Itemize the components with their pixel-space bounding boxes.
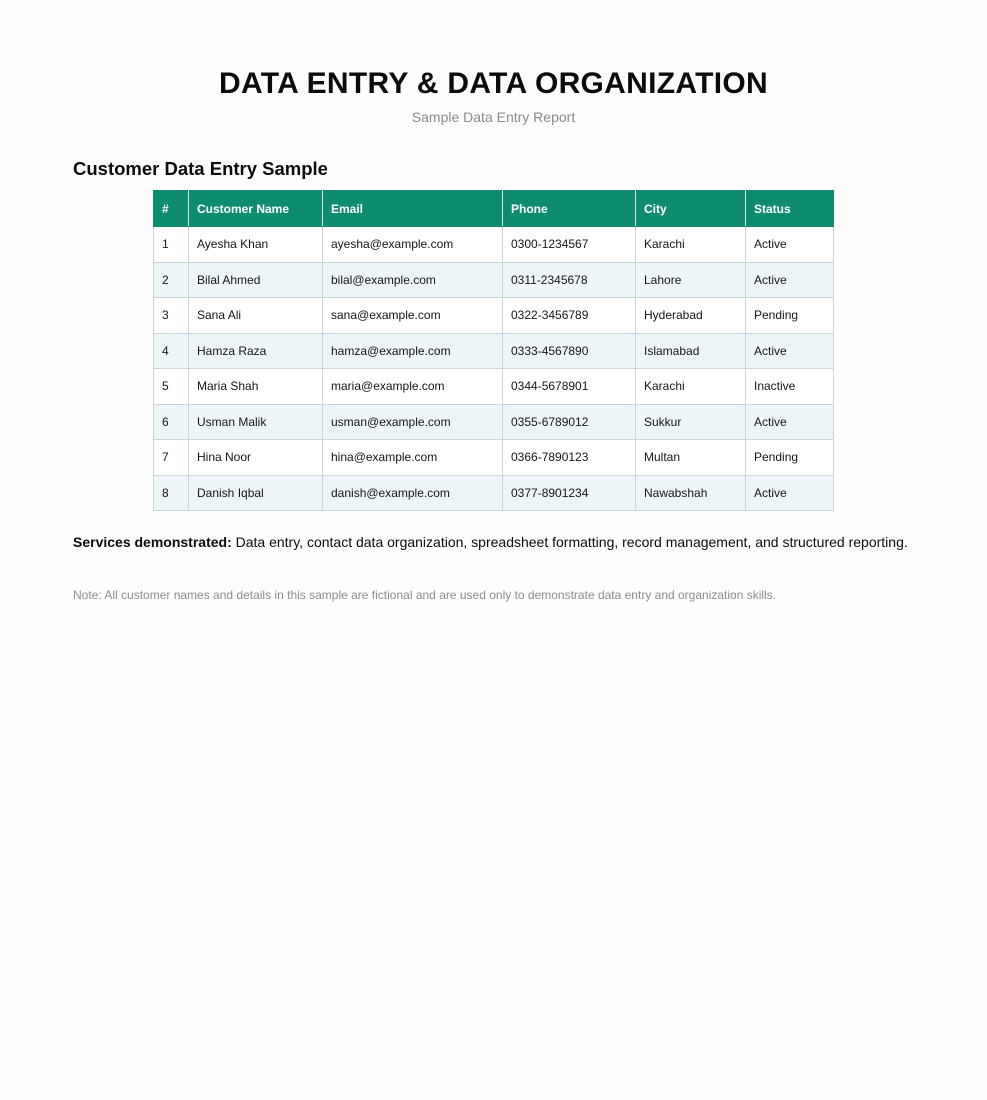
section-heading: Customer Data Entry Sample <box>73 158 328 179</box>
cell-number: 3 <box>154 298 189 334</box>
cell-phone: 0311-2345678 <box>503 262 636 298</box>
cell-email: bilal@example.com <box>323 262 503 298</box>
cell-phone: 0333-4567890 <box>503 333 636 369</box>
cell-status: Active <box>746 404 834 440</box>
cell-customer-name: Bilal Ahmed <box>189 262 323 298</box>
table-header <box>154 191 834 227</box>
table-row <box>154 262 834 298</box>
cell-status: Pending <box>746 298 834 334</box>
cell-city: Lahore <box>636 262 746 298</box>
cell-status: Active <box>746 262 834 298</box>
cell-status: Pending <box>746 440 834 476</box>
cell-status: Active <box>746 227 834 263</box>
cell-email: hina@example.com <box>323 440 503 476</box>
column-header-number: # <box>154 191 189 227</box>
cell-phone: 0344-5678901 <box>503 369 636 405</box>
table-row <box>154 440 834 476</box>
cell-customer-name: Sana Ali <box>189 298 323 334</box>
table-row <box>154 298 834 334</box>
table-row <box>154 404 834 440</box>
customer-data-table <box>153 190 834 511</box>
cell-email: sana@example.com <box>323 298 503 334</box>
cell-city: Hyderabad <box>636 298 746 334</box>
column-header-phone: Phone <box>503 191 636 227</box>
cell-phone: 0355-6789012 <box>503 404 636 440</box>
cell-number: 1 <box>154 227 189 263</box>
page-title: DATA ENTRY & DATA ORGANIZATION <box>219 67 768 100</box>
column-header-email: Email <box>323 191 503 227</box>
cell-phone: 0322-3456789 <box>503 298 636 334</box>
services-paragraph <box>73 533 908 551</box>
column-header-city: City <box>636 191 746 227</box>
cell-email: maria@example.com <box>323 369 503 405</box>
table-row <box>154 333 834 369</box>
cell-city: Multan <box>636 440 746 476</box>
cell-number: 2 <box>154 262 189 298</box>
cell-status: Active <box>746 333 834 369</box>
cell-email: hamza@example.com <box>323 333 503 369</box>
cell-city: Nawabshah <box>636 475 746 511</box>
cell-customer-name: Danish Iqbal <box>189 475 323 511</box>
services-label: Services demonstrated: <box>73 534 232 550</box>
cell-number: 8 <box>154 475 189 511</box>
table-header-row <box>154 191 834 227</box>
cell-customer-name: Maria Shah <box>189 369 323 405</box>
cell-phone: 0377-8901234 <box>503 475 636 511</box>
table-row <box>154 227 834 263</box>
cell-phone: 0300-1234567 <box>503 227 636 263</box>
cell-customer-name: Hamza Raza <box>189 333 323 369</box>
cell-phone: 0366-7890123 <box>503 440 636 476</box>
cell-customer-name: Hina Noor <box>189 440 323 476</box>
cell-city: Karachi <box>636 369 746 405</box>
services-text: Data entry, contact data organization, spreadsheet formatting, record management, and structured reporting. <box>231 534 908 550</box>
cell-email: ayesha@example.com <box>323 227 503 263</box>
cell-email: usman@example.com <box>323 404 503 440</box>
cell-number: 4 <box>154 333 189 369</box>
cell-email: danish@example.com <box>323 475 503 511</box>
cell-number: 5 <box>154 369 189 405</box>
table-body <box>154 227 834 511</box>
cell-city: Sukkur <box>636 404 746 440</box>
cell-customer-name: Ayesha Khan <box>189 227 323 263</box>
cell-status: Inactive <box>746 369 834 405</box>
column-header-status: Status <box>746 191 834 227</box>
cell-city: Islamabad <box>636 333 746 369</box>
page-subtitle: Sample Data Entry Report <box>411 109 576 125</box>
disclaimer-note: Note: All customer names and details in this sample are fictional and are used only to demonstrate data entry and organization skills. <box>73 588 777 602</box>
cell-status: Active <box>746 475 834 511</box>
cell-number: 7 <box>154 440 189 476</box>
table-row <box>154 369 834 405</box>
cell-city: Karachi <box>636 227 746 263</box>
column-header-customer-name: Customer Name <box>189 191 323 227</box>
cell-customer-name: Usman Malik <box>189 404 323 440</box>
table-row <box>154 475 834 511</box>
cell-number: 6 <box>154 404 189 440</box>
